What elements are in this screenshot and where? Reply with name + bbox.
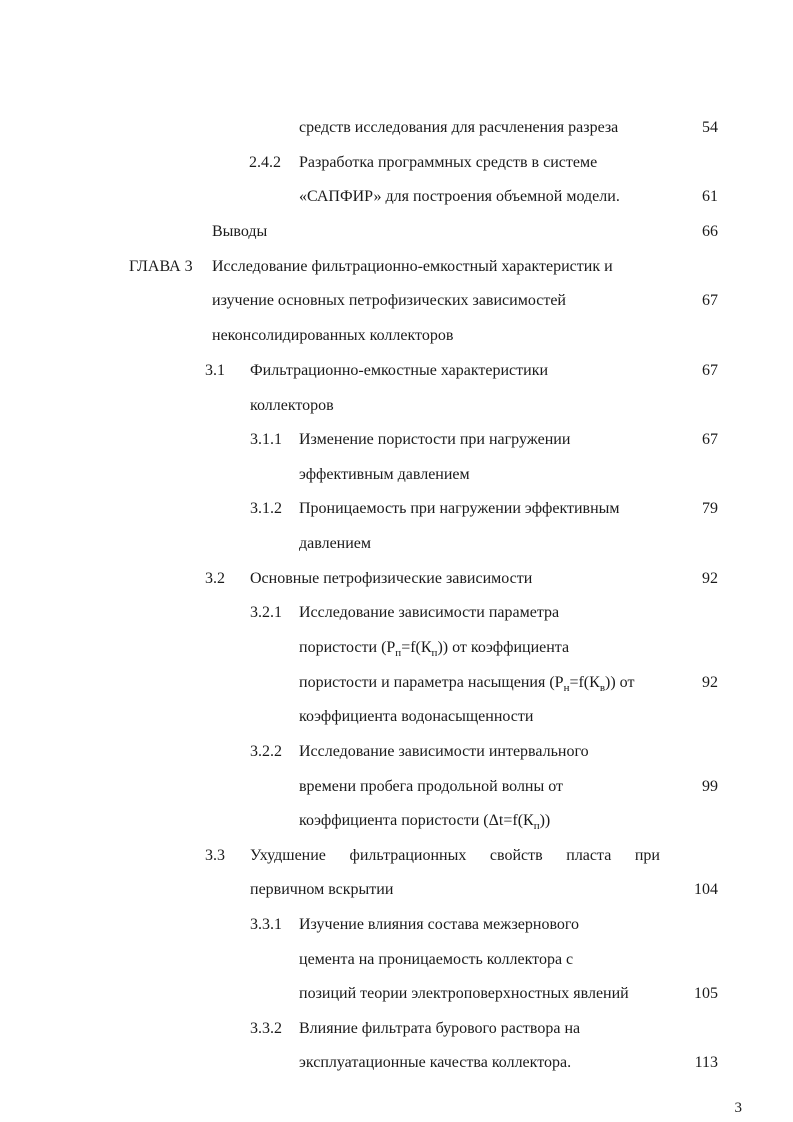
- toc-text: Влияние фильтрата бурового раствора на: [299, 1020, 581, 1037]
- toc-text: первичном вскрытии: [250, 881, 394, 898]
- toc-number: 3.1.1: [250, 431, 282, 448]
- toc-text: Основные петрофизические зависимости: [250, 570, 533, 587]
- toc-number: 3.3: [205, 847, 225, 864]
- toc-number: 3.1.2: [250, 500, 282, 517]
- toc-text: Проницаемость при нагружении эффективным: [299, 500, 620, 517]
- toc-page: 67: [702, 362, 718, 379]
- toc-number: 3.3.2: [250, 1020, 282, 1037]
- toc-text: давлением: [299, 535, 372, 552]
- toc-number: 3.2.2: [250, 743, 282, 760]
- toc-text: эксплуатационные качества коллектора.: [299, 1054, 572, 1071]
- toc-text: Выводы: [212, 223, 268, 240]
- toc-page: 99: [702, 778, 718, 795]
- toc-text: неконсолидированных коллекторов: [212, 327, 454, 344]
- toc-text: пористости $(Р_п=f(К_п))$ от коэффициента: [299, 639, 570, 660]
- toc-text: времени пробега продольной волны от: [299, 778, 564, 795]
- toc-text: Исследование зависимости параметра: [299, 604, 560, 621]
- toc-number: 3.2: [205, 570, 225, 587]
- toc-chapter-number: ГЛАВА 3: [129, 258, 193, 275]
- toc-text: средств исследования для расчленения разреза: [299, 119, 619, 136]
- toc-text: Изменение пористости при нагружении: [299, 431, 571, 448]
- toc-text: Ухудшение фильтрационных свойств пласта при: [250, 847, 660, 864]
- toc-text: коэффициента пористости $(\Delta t=f(К_п))$: [299, 812, 551, 833]
- toc-text: позиций теории электроповерхностных явлений: [299, 985, 629, 1002]
- toc-page: 104: [694, 881, 718, 898]
- toc-text: пористости и параметра насыщения $(Р_н=f(К_в))$ от: [299, 674, 635, 695]
- toc-number: 3.3.1: [250, 916, 282, 933]
- toc-page: 92: [702, 674, 718, 691]
- toc-text: Разработка программных средств в системе: [299, 154, 598, 171]
- toc-text: Исследование зависимости интервального: [299, 743, 589, 760]
- toc-text: эффективным давлением: [299, 466, 470, 483]
- toc-text: Изучение влияния состава межзернового: [299, 916, 580, 933]
- toc-page: 67: [702, 292, 718, 309]
- toc-text: коллекторов: [250, 397, 334, 414]
- toc-page: 66: [702, 223, 718, 240]
- toc-page: 105: [694, 985, 718, 1002]
- toc-text: Фильтрационно-емкостные характеристики: [250, 362, 549, 379]
- toc-text: коэффициента водонасыщенности: [299, 708, 534, 725]
- toc-text: Исследование фильтрационно-емкостный характеристик и: [212, 258, 613, 275]
- toc-text: изучение основных петрофизических зависимостей: [212, 292, 566, 309]
- toc-number: 2.4.2: [249, 154, 281, 171]
- toc-page: 92: [702, 570, 718, 587]
- page-number: 3: [734, 1100, 742, 1116]
- toc-number: 3.1: [205, 362, 225, 379]
- toc-number: 3.2.1: [250, 604, 282, 621]
- toc-page: 113: [694, 1054, 718, 1071]
- toc-page: 54: [702, 119, 718, 136]
- toc-text: «САПФИР» для построения объемной модели.: [299, 188, 620, 205]
- toc-page: 79: [702, 500, 718, 517]
- toc-text: цемента на проницаемость коллектора с: [299, 951, 574, 968]
- toc-page: 67: [702, 431, 718, 448]
- toc-page: 61: [702, 188, 718, 205]
